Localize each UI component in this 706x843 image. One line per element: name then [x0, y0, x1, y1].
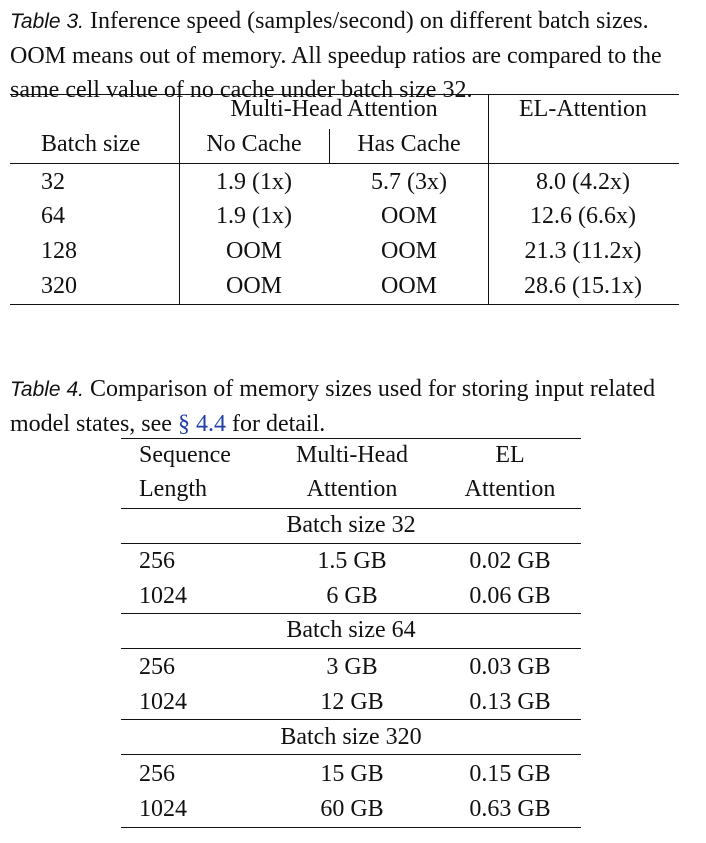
table3-cell: 32	[41, 169, 65, 195]
table3-cell: 5.7 (3x)	[371, 169, 447, 195]
table4-cell: 1024	[139, 689, 187, 715]
table3-cell: OOM	[380, 238, 438, 264]
table4-rule	[121, 719, 581, 720]
table3-caption-label: Table 3.	[10, 10, 84, 33]
table4-col-header-seq-length: Sequence	[139, 442, 231, 468]
table4-cell: 0.13 GB	[469, 689, 551, 715]
table3-group-header-mha: Multi-Head Attention	[230, 96, 438, 122]
table4-col-header-mha: Multi-Head	[296, 442, 408, 468]
table3-cell: 12.6 (6.6x)	[530, 203, 636, 229]
table3-cell: OOM	[225, 273, 283, 299]
table4-group-title: Batch size 32	[286, 512, 416, 538]
table4-col-header-seq-length: Length	[139, 476, 207, 502]
table4-caption-text-before: Comparison of memory sizes used for storing input related model states, see	[10, 376, 656, 437]
table4-cell: 3 GB	[326, 654, 378, 680]
table3-divider-1	[179, 95, 180, 304]
table4-cell: 0.63 GB	[469, 796, 551, 822]
table4-cell: 12 GB	[320, 689, 384, 715]
table4-cell: 0.03 GB	[469, 654, 551, 680]
table3-cell: 1.9 (1x)	[216, 169, 292, 195]
table3-header-rule	[10, 163, 679, 164]
table4-cell: 15 GB	[320, 761, 384, 787]
table3-caption-text: Inference speed (samples/second) on different batch sizes. OOM means out of memory. All speedup ratios are compared to the same cell value of no cache under batch size 32.	[10, 8, 662, 103]
table4-cell: 6 GB	[326, 583, 378, 609]
table3-divider-3	[329, 129, 330, 163]
table4-rule	[121, 648, 581, 649]
table4-cell: 0.06 GB	[469, 583, 551, 609]
table3-cell: OOM	[225, 238, 283, 264]
table4-bottom-rule	[121, 827, 581, 828]
table4-cell: 1.5 GB	[317, 548, 387, 574]
table4-section-ref-link[interactable]: § 4.4	[177, 411, 226, 437]
table3-col-header-has-cache: Has Cache	[357, 131, 461, 157]
table4-rule	[121, 613, 581, 614]
table3-cell: 8.0 (4.2x)	[536, 169, 630, 195]
table4-caption	[10, 372, 700, 441]
table3-cell: OOM	[380, 273, 438, 299]
table4-cell: 0.02 GB	[469, 548, 551, 574]
table4-cell: 60 GB	[320, 796, 384, 822]
table4-cell: 256	[139, 761, 175, 787]
table4-caption-label: Table 4.	[10, 378, 84, 401]
table4-rule	[121, 543, 581, 544]
table3-cell: OOM	[380, 203, 438, 229]
table4-col-header-el: EL	[495, 442, 525, 468]
table4-rule	[121, 754, 581, 755]
table3-divider-2	[488, 95, 489, 304]
table4-col-header-mha: Attention	[306, 476, 398, 502]
table4-caption-text-after: for detail.	[225, 411, 326, 437]
table3-caption	[10, 4, 700, 107]
table4-cell: 1024	[139, 583, 187, 609]
table3-col-header-no-cache: No Cache	[206, 131, 302, 157]
table3-cell: 21.3 (11.2x)	[524, 238, 642, 264]
table4-col-header-el: Attention	[464, 476, 556, 502]
table3-group-header-el: EL-Attention	[519, 96, 647, 122]
table3-top-rule	[10, 94, 679, 95]
table3-bottom-rule	[10, 304, 679, 305]
table4-cell: 1024	[139, 796, 187, 822]
table3-cell: 64	[41, 203, 65, 229]
table4-group-title: Batch size 320	[280, 724, 422, 750]
table4-top-rule	[121, 438, 581, 439]
table3-col-header-batch-size: Batch size	[41, 131, 141, 157]
table3-cell: 28.6 (15.1x)	[524, 273, 642, 299]
table3-cell: 1.9 (1x)	[216, 203, 292, 229]
table4-cell: 256	[139, 548, 175, 574]
table4-rule	[121, 508, 581, 509]
table4-group-title: Batch size 64	[286, 617, 416, 643]
table4-cell: 0.15 GB	[469, 761, 551, 787]
table3-cell: 128	[41, 238, 77, 264]
table3-cell: 320	[41, 273, 77, 299]
table4-cell: 256	[139, 654, 175, 680]
